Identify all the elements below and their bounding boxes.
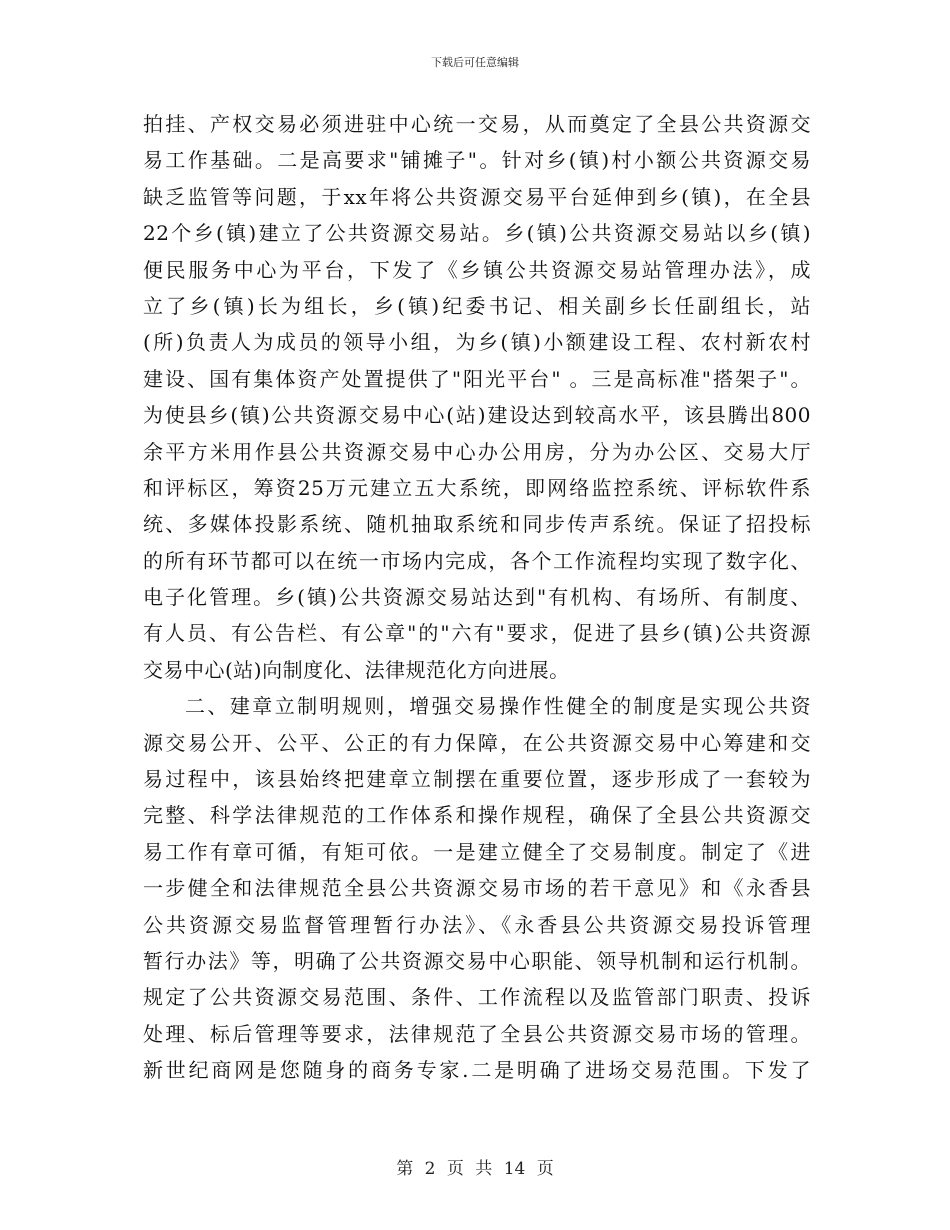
text-line: 便民服务中心为平台，下发了《乡镇公共资源交易站管理办法》，成 [143, 257, 811, 282]
text-line: 余平方米用作县公共资源交易中心办公用房，分为办公区、交易大厅 [143, 439, 811, 464]
text-line: 的所有环节都可以在统一市场内完成，各个工作流程均实现了数字化、 [143, 548, 811, 573]
text-line: 22个乡(镇)建立了公共资源交易站。乡(镇)公共资源交易站以乡(镇) [143, 221, 811, 246]
document-body [143, 106, 811, 1089]
text-line: 易过程中，该县始终把建章立制摆在重要位置，逐步形成了一套较为 [143, 767, 811, 792]
page-footer: 第 2 页 共 14 页 [396, 1159, 554, 1179]
text-line: 有人员、有公告栏、有公章"的"六有"要求，促进了县乡(镇)公共资源 [143, 621, 811, 646]
text-line: 一步健全和法律规范全县公共资源交易市场的若干意见》和《永香县 [143, 876, 811, 901]
text-line: 源交易公开、公平、公正的有力保障，在公共资源交易中心筹建和交 [143, 730, 811, 755]
text-line: 建设、国有集体资产处置提供了"阳光平台" 。三是高标准"搭架子"。 [143, 366, 811, 391]
paragraph-start-line: 二、建章立制明规则，增强交易操作性健全的制度是实现公共资 [185, 694, 811, 719]
text-line: 立了乡(镇)长为组长，乡(镇)纪委书记、相关副乡长任副组长，站 [143, 293, 811, 318]
text-line: 暂行办法》等，明确了公共资源交易中心职能、领导机制和运行机制。 [143, 948, 811, 973]
text-line: 易工作有章可循，有矩可依。一是建立健全了交易制度。制定了《进 [143, 839, 811, 864]
text-line: 为使县乡(镇)公共资源交易中心(站)建设达到较高水平，该县腾出800 [143, 403, 811, 428]
text-line: 处理、标后管理等要求，法律规范了全县公共资源交易市场的管理。 [143, 1021, 811, 1046]
text-line: 易工作基础。二是高要求"铺摊子"。针对乡(镇)村小额公共资源交易 [143, 148, 811, 173]
text-line: 缺乏监管等问题，于xx年将公共资源交易平台延伸到乡(镇)，在全县 [143, 184, 811, 209]
text-line: 拍挂、产权交易必须进驻中心统一交易，从而奠定了全县公共资源交 [143, 112, 811, 136]
text-line: 公共资源交易监督管理暂行办法》、《永香县公共资源交易投诉管理 [143, 912, 811, 937]
text-line: (所)负责人为成员的领导小组，为乡(镇)小额建设工程、农村新农村 [143, 330, 811, 355]
paragraph-end-line: 交易中心(站)向制度化、法律规范化方向进展。 [143, 657, 570, 682]
text-line: 完整、科学法律规范的工作体系和操作规程，确保了全县公共资源交 [143, 803, 811, 828]
text-line: 统、多媒体投影系统、随机抽取系统和同步传声系统。保证了招投标 [143, 512, 811, 537]
text-line: 和评标区，筹资25万元建立五大系统，即网络监控系统、评标软件系 [143, 475, 811, 500]
text-line: 新世纪商网是您随身的商务专家.二是明确了进场交易范围。下发了 [143, 1058, 811, 1083]
text-line: 电子化管理。乡(镇)公共资源交易站达到"有机构、有场所、有制度、 [143, 585, 811, 610]
page-header: 下载后可任意编辑 [431, 56, 519, 69]
text-line: 规定了公共资源交易范围、条件、工作流程以及监管部门职责、投诉 [143, 985, 811, 1010]
